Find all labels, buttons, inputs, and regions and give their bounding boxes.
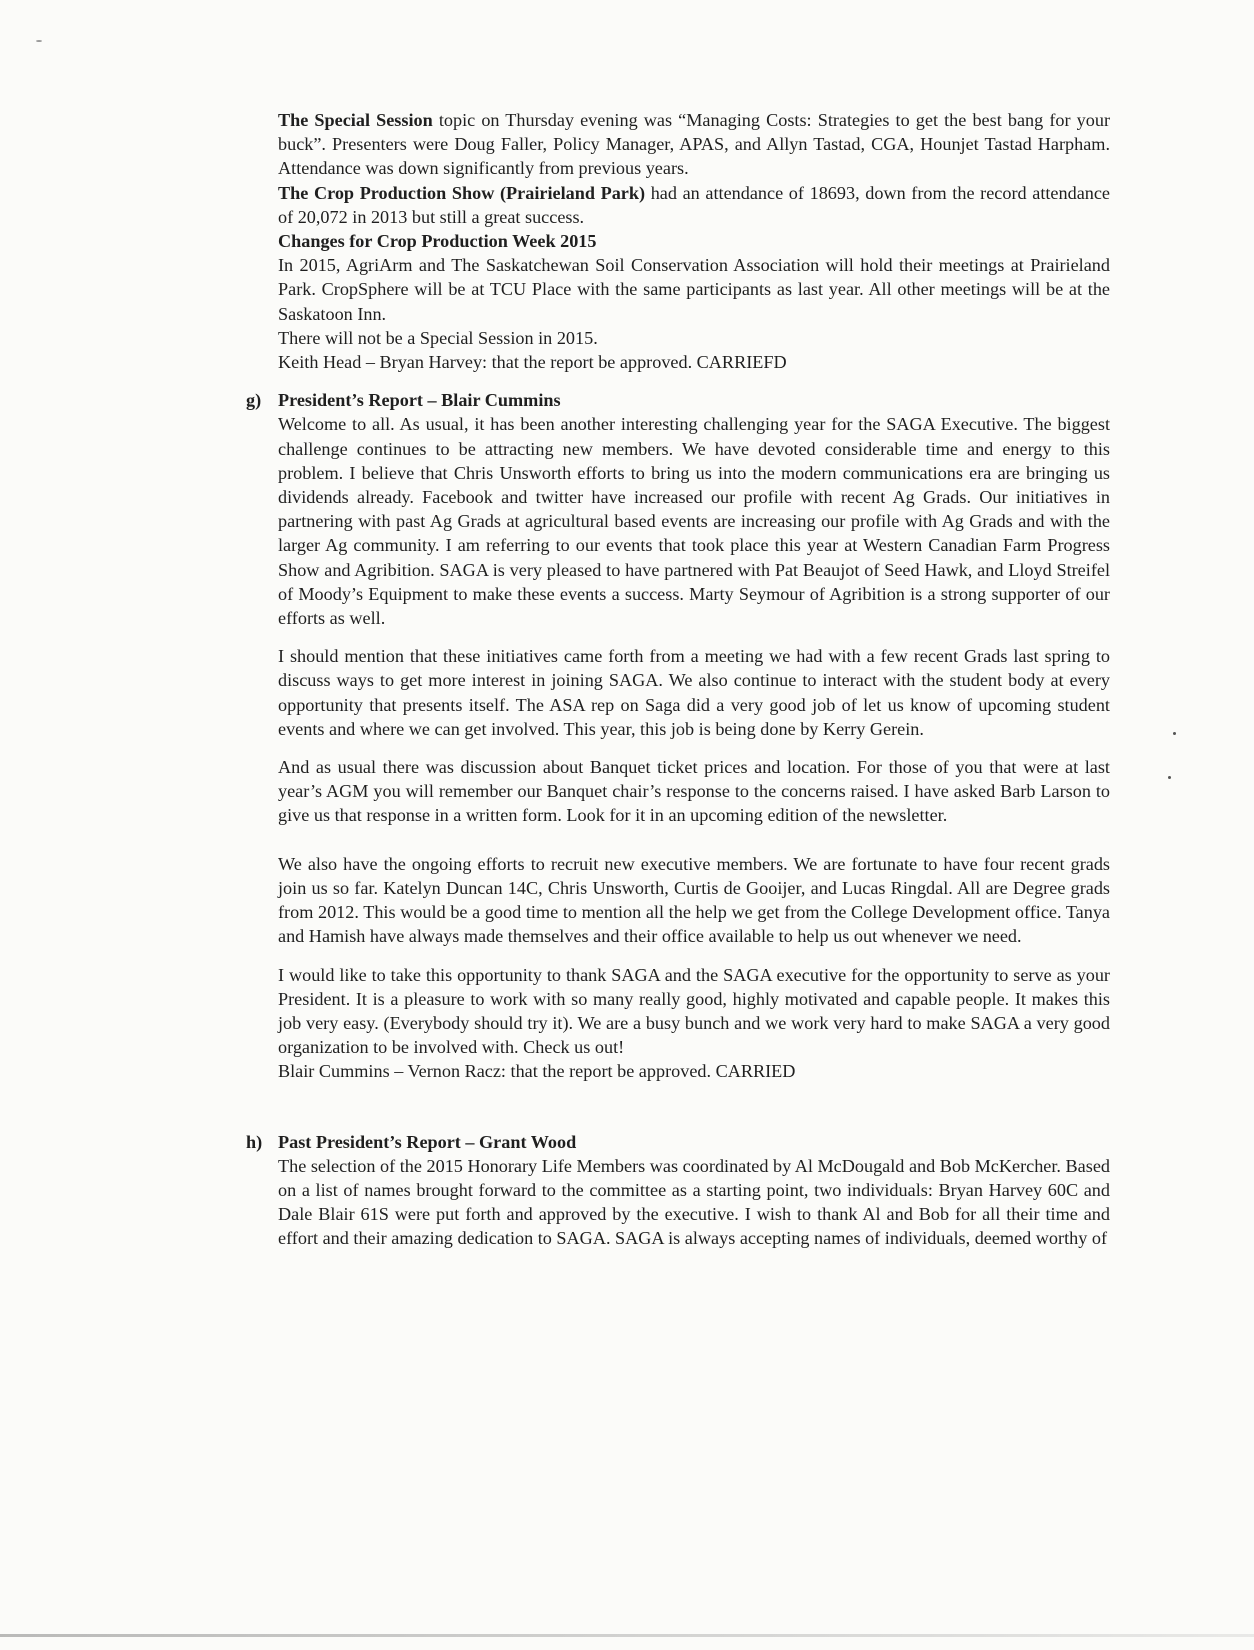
scan-speck <box>36 40 42 42</box>
presidents-report-paragraph-5: I would like to take this opportunity to thank SAGA and the SAGA executive for the opportunity to serve as your President. It is a pleasure to work with so many really good, highly motivated and capable people. It makes this job very easy. (Everybody should try it). We are a busy bunch and we work very hard to make SAGA a very good organization to be involved with. Check us out! <box>278 964 1110 1058</box>
presidents-report-paragraph-1: Welcome to all. As usual, it has been another interesting challenging year for the SAGA Executive. The biggest challenge continues to be attracting new members. We have devoted considerable time and energy to this problem. I believe that Chris Unsworth efforts to bring us into the modern communications era are bringing us dividends already. Facebook and twitter have increased our profile with recent Ag Grads. Our initiatives in partnering with past Ag Grads at agricultural based events are increasing our profile with Ag Grads and with the larger Ag community. I am referring to our events that took place this year at Western Canadian Farm Progress Show and Agribition. SAGA is very pleased to have partnered with Pat Beaujot of Seed Hawk, and Lloyd Streifel of Moody’s Equipment to make these events a success. Marty Seymour of Agribition is a strong supporter of our efforts as well. <box>278 414 1110 629</box>
past-presidents-report-section <box>246 1130 1110 1251</box>
presidents-report-paragraph-2: I should mention that these initiatives came forth from a meeting we had with a few recent Grads last spring to discuss ways to get more interest in joining SAGA. We also continue to interact with the student body at every opportunity that presents itself. The ASA rep on Saga did a very good job of let us know of upcoming student events and where we can get involved. This year, this job is being done by Kerry Gerein. <box>278 646 1110 739</box>
scan-edge-line <box>0 1634 1254 1637</box>
past-presidents-report-paragraph: The selection of the 2015 Honorary Life Members was coordinated by Al McDougald and Bob McKercher. Based on a list of names brought forward to the committee as a starting point, two individuals: Bryan Harvey 60C and Dale Blair 61S were put forth and approved by the executive. I wish to thank Al and Bob for all their time and effort and their amazing dedication to SAGA. SAGA is always accepting names of individuals, deemed worthy of <box>278 1155 1110 1249</box>
changes-heading: Changes for Crop Production Week 2015 <box>278 231 597 252</box>
crop-show-text: had an attendance of 18693, down from the record attendance of 20,072 in 2013 but still a great success. <box>278 182 1111 227</box>
scan-speck <box>1168 776 1171 779</box>
special-session-paragraph <box>278 108 1110 181</box>
changes-special-session-note: There will not be a Special Session in 2015. <box>278 327 598 348</box>
presidents-report-motion: Blair Cummins – Vernon Racz: that the report be approved. CARRIED <box>278 1061 796 1082</box>
special-session-lead: The Special Session <box>278 110 433 130</box>
minutes-body <box>246 108 1111 1251</box>
section-marker-g: g) <box>246 390 262 411</box>
section-marker-h: h) <box>246 1131 263 1152</box>
past-presidents-report-heading: Past President’s Report – Grant Wood <box>278 1131 577 1152</box>
presidents-report-section <box>246 388 1110 1083</box>
crop-show-paragraph <box>278 181 1110 229</box>
presidents-report-paragraph-4: We also have the ongoing efforts to recruit new executive members. We are fortunate to have four recent grads join us so far. Katelyn Duncan 14C, Chris Unsworth, Curtis de Gooijer, and Lucas Ringdal. All are Degree grads from 2012. This would be a good time to mention all the help we get from the College Development office. Tanya and Hamish have always made themselves and their office available to help us out whenever we need. <box>278 853 1110 947</box>
scan-speck <box>1173 732 1176 735</box>
changes-paragraph: In 2015, AgriArm and The Saskatchewan Soil Conservation Association will hold their meetings at Prairieland Park. CropSphere will be at TCU Place with the same participants as last year. All other meetings will be at the Saskatoon Inn. <box>278 255 1110 324</box>
crop-show-lead: The Crop Production Show (Prairieland Park) <box>278 182 646 203</box>
special-session-text: topic on Thursday evening was “Managing Costs: Strategies to get the best bang for your buck”. Presenters were Doug Faller, Policy Manager, APAS, and Allyn Tastad, CGA, Hounjet Tastad Harpham. Attendance was down significantly from previous years. <box>278 110 1110 179</box>
presidents-report-paragraph-3: And as usual there was discussion about Banquet ticket prices and location. For those of you that were at last year’s AGM you will remember our Banquet chair’s response to the concerns raised. I have asked Barb Larson to give us that response in a written form. Look for it in an upcoming edition of the newsletter. <box>278 757 1110 826</box>
changes-motion: Keith Head – Bryan Harvey: that the report be approved. CARRIEFD <box>278 352 787 373</box>
presidents-report-heading: President’s Report – Blair Cummins <box>278 390 561 411</box>
